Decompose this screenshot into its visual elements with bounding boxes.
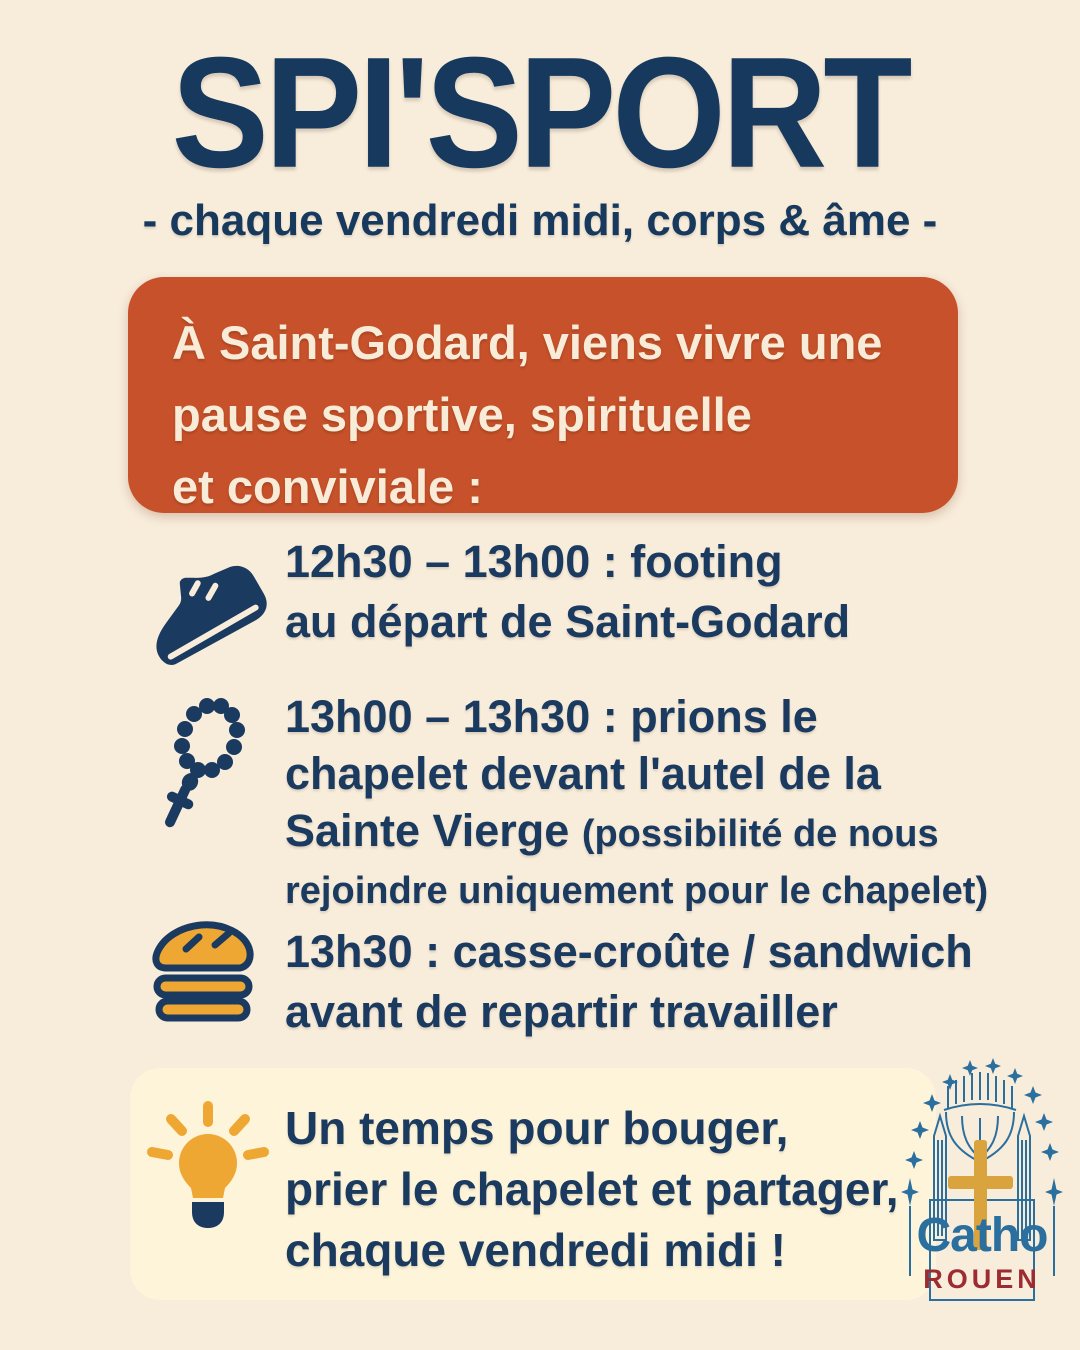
summary-line: Un temps pour bouger, xyxy=(285,1102,789,1154)
schedule-chapelet-line: 13h00 – 13h30 : prions le xyxy=(285,691,818,742)
running-shoe-icon xyxy=(134,544,290,684)
logo-catho-text: Catho xyxy=(916,1209,1048,1262)
intro-line: À Saint-Godard, viens vivre une xyxy=(172,316,883,369)
poster-title: SPI'SPORT xyxy=(171,24,909,201)
summary-message xyxy=(285,1098,899,1281)
schedule-chapelet-note: (possibilité de nous xyxy=(581,813,939,855)
poster-subtitle: - chaque vendredi midi, corps & âme - xyxy=(142,196,938,245)
summary-line: prier le chapelet et partager, xyxy=(285,1163,899,1215)
schedule-chapelet-line-main: Sainte Vierge xyxy=(285,805,582,856)
schedule-footing-line: 12h30 – 13h00 : footing xyxy=(285,536,783,587)
logo-rouen-text: ROUEN xyxy=(923,1264,1041,1294)
sandwich-icon xyxy=(144,916,262,1032)
schedule-footing-line: au départ de Saint-Godard xyxy=(285,596,851,647)
schedule-chapelet-note: rejoindre uniquement pour le chapelet) xyxy=(285,870,989,912)
catho-rouen-logo xyxy=(890,1040,1074,1312)
rosary-icon xyxy=(146,683,262,833)
lightbulb-icon xyxy=(138,1094,282,1238)
schedule-item-footing xyxy=(285,532,850,652)
intro-line: et conviviale : xyxy=(172,460,483,513)
schedule-chapelet-line xyxy=(285,802,988,863)
schedule-item-chapelet xyxy=(285,688,988,920)
summary-line: chaque vendredi midi ! xyxy=(285,1224,786,1276)
intro-line: pause sportive, spirituelle xyxy=(172,388,752,441)
intro-box xyxy=(128,277,958,513)
schedule-sandwich-line: 13h30 : casse-croûte / sandwich xyxy=(285,926,973,977)
schedule-item-sandwich xyxy=(285,922,973,1042)
schedule-sandwich-line: avant de repartir travailler xyxy=(285,986,838,1037)
schedule-chapelet-line: chapelet devant l'autel de la xyxy=(285,748,881,799)
